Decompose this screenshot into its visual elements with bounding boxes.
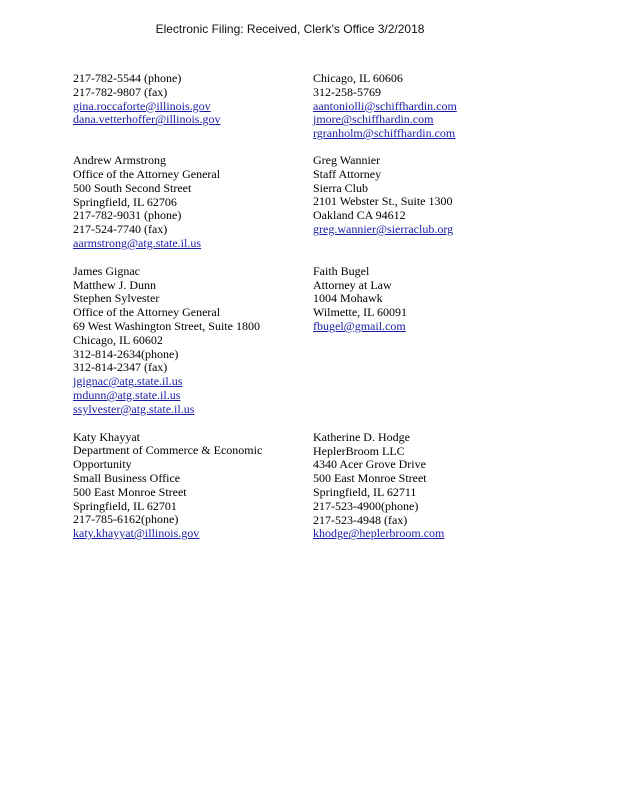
contact-line: Katy Khayyat — [73, 429, 140, 444]
contact-line: Chicago, IL 60602 — [73, 332, 163, 347]
email-link[interactable]: aantoniolli@schiffhardin.com — [313, 98, 457, 113]
contact-line: Chicago, IL 60606 — [313, 71, 403, 85]
email-link[interactable]: mdunn@atg.state.il.us — [73, 387, 181, 402]
contact-line: 69 West Washington Street, Suite 1800 — [73, 318, 260, 333]
email-link[interactable]: khodge@heplerbroom.com — [313, 526, 445, 541]
right-column — [313, 72, 553, 541]
email-link[interactable]: greg.wannier@sierraclub.org — [313, 221, 454, 236]
contact-line: 1004 Mohawk — [313, 291, 383, 306]
contact-line: Faith Bugel — [313, 263, 370, 278]
contact-line: 312-814-2347 (fax) — [73, 360, 168, 375]
contact-line: Oakland CA 94612 — [313, 208, 406, 223]
email-link[interactable]: rgranholm@schiffhardin.com — [313, 126, 456, 141]
contact-block — [73, 154, 313, 251]
contact-line: Sierra Club — [313, 180, 368, 195]
contact-line: 217-782-5544 (phone) — [73, 71, 182, 85]
contact-block — [73, 431, 313, 541]
contact-line: 217-782-9031 (phone) — [73, 208, 182, 223]
contact-line: 217-523-4900(phone) — [313, 498, 419, 513]
contact-block — [313, 72, 553, 141]
contact-line: Staff Attorney — [313, 166, 382, 181]
contact-line: Springfield, IL 62701 — [73, 498, 177, 513]
contact-line: 217-785-6162(phone) — [73, 512, 179, 527]
filing-header: Electronic Filing: Received, Clerk's Office 3/2/2018 — [155, 22, 425, 36]
contact-line: 217-524-7740 (fax) — [73, 222, 168, 237]
contact-line: Stephen Sylvester — [73, 291, 160, 306]
email-link[interactable]: jgignac@atg.state.il.us — [73, 374, 183, 389]
contact-line: 500 East Monroe Street — [73, 484, 187, 499]
contact-line: Springfield, IL 62706 — [73, 194, 177, 209]
contact-line: Matthew J. Dunn — [73, 277, 156, 292]
contact-line: Greg Wannier — [313, 152, 381, 167]
contact-line: Andrew Armstrong — [73, 153, 166, 168]
contact-line: 217-523-4948 (fax) — [313, 512, 408, 527]
email-link[interactable]: katy.khayyat@illinois.gov — [73, 526, 200, 541]
email-link[interactable]: fbugel@gmail.com — [313, 318, 406, 333]
contact-line: Small Business Office — [73, 470, 181, 485]
contact-line: 217-782-9807 (fax) — [73, 84, 168, 99]
email-link[interactable]: dana.vetterhoffer@illinois.gov — [73, 112, 221, 127]
contact-line: Katherine D. Hodge — [313, 429, 410, 444]
contact-block — [73, 265, 313, 417]
contact-line: Wilmette, IL 60091 — [313, 305, 408, 320]
contact-line: Office of the Attorney General — [73, 166, 221, 181]
contact-line: Department of Commerce & Economic — [73, 443, 263, 458]
contact-block — [73, 72, 313, 127]
contact-block — [313, 265, 553, 334]
email-link[interactable]: gina.roccaforte@illinois.gov — [73, 98, 211, 113]
contact-line: 2101 Webster St., Suite 1300 — [313, 194, 453, 209]
contact-line: 312-814-2634(phone) — [73, 346, 179, 361]
contact-line: 500 East Monroe Street — [313, 471, 427, 486]
contact-block — [313, 431, 553, 541]
contact-line: Attorney at Law — [313, 277, 392, 292]
contact-line: Opportunity — [73, 457, 132, 472]
contact-line: James Gignac — [73, 263, 140, 278]
email-link[interactable]: jmore@schiffhardin.com — [313, 112, 434, 127]
contact-block — [313, 154, 553, 237]
contact-line: 500 South Second Street — [73, 180, 192, 195]
contact-line: 312-258-5769 — [313, 84, 381, 99]
contact-line: Springfield, IL 62711 — [313, 484, 417, 499]
contact-line: Office of the Attorney General — [73, 305, 221, 320]
email-link[interactable]: aarmstrong@atg.state.il.us — [73, 235, 202, 250]
left-column — [73, 72, 313, 541]
contact-line: HeplerBroom LLC — [313, 443, 405, 458]
email-link[interactable]: ssylvester@atg.state.il.us — [73, 401, 195, 416]
contact-line: 4340 Acer Grove Drive — [313, 457, 426, 472]
